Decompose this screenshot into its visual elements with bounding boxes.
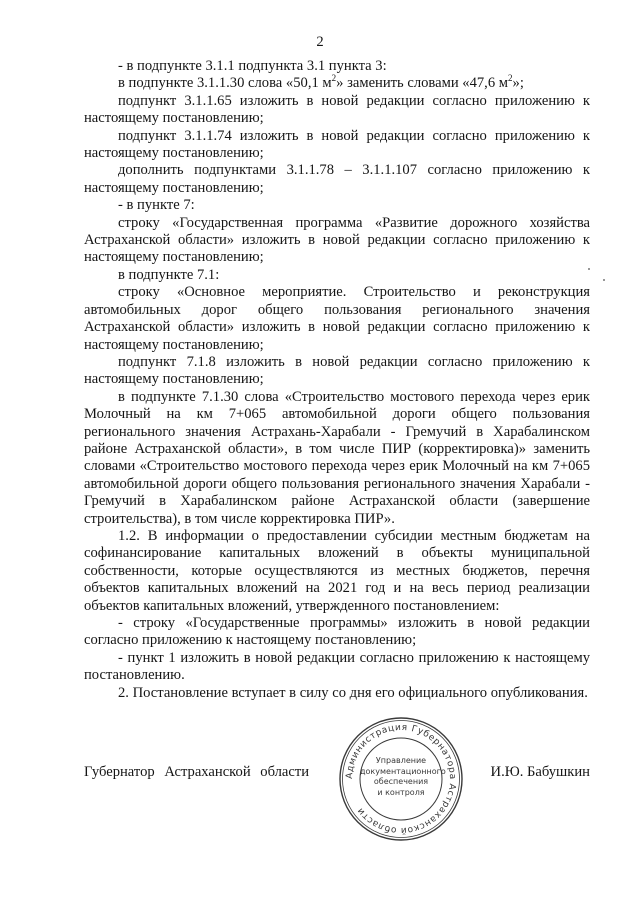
- official-stamp: [338, 716, 464, 842]
- paragraph: 2. Постановление вступает в силу со дня его официального опубликования.: [118, 684, 588, 701]
- paragraph: подпункт 3.1.1.65 изложить в новой редакции согласно приложению к настоящему постановлению;: [84, 92, 590, 127]
- signature-block: [84, 764, 590, 786]
- superscript: 2: [508, 73, 513, 84]
- superscript: 2: [331, 73, 337, 84]
- scan-speck: [588, 268, 590, 270]
- scan-speck: [603, 279, 605, 281]
- page-number: 2: [316, 34, 324, 50]
- stamp-line: и контроля: [377, 787, 425, 797]
- paragraph: - строку «Государственные программы» изложить в новой редакции согласно приложению к настоящему постановлению;: [84, 615, 590, 649]
- paragraph: строку «Основное мероприятие. Строительство и реконструкция автомобильных дорог общего пользования регионального значения Астраханской области» изложить в новой редакции согласно приложению к настоящему постановлению;: [84, 284, 590, 353]
- stamp-line: обеспечения: [373, 777, 429, 786]
- text-fragment: » заменить словами «47,6 м: [336, 75, 509, 92]
- paragraph: - в подпункте 3.1.1 подпункта 3.1 пункта 3:: [118, 58, 387, 74]
- paragraph-area-change: [84, 75, 590, 92]
- paragraph: строку «Государственная программа «Развитие дорожного хозяйства Астраханской области» изложить в новой редакции согласно приложению к настоящему постановлению;: [84, 214, 590, 266]
- paragraph: дополнить подпунктами 3.1.1.78 – 3.1.1.107 согласно приложению к настоящему постановлению;: [84, 162, 590, 196]
- signatory-name: И.Ю. Бабушкин: [490, 764, 590, 780]
- stamp-ring-text: Администрация Губернатора Астраханской области: [344, 722, 458, 836]
- paragraph: - в пункте 7:: [118, 197, 195, 214]
- signatory-position: Губернатор Астраханской области: [84, 764, 310, 780]
- text-fragment: »;: [512, 75, 524, 92]
- text-fragment: в подпункте 3.1.1.30 слова «50,1 м: [118, 75, 332, 92]
- paragraph: подпункт 7.1.8 изложить в новой редакции согласно приложению к настоящему постановлению;: [84, 353, 590, 388]
- paragraph: подпункт 3.1.1.74 изложить в новой редакции согласно приложению к настоящему постановлению;: [84, 127, 590, 162]
- stamp-line: документационного: [360, 766, 446, 776]
- paragraph: 1.2. В информации о предоставлении субсидии местным бюджетам на софинансирование капитальных вложений в объекты муниципальной собственности, которые осуществляются из местных бюджетов, перечня объектов капитальных вложений на 2021 год и на весь период реализации объектов капитальных вложений, утвержденного постановлением:: [84, 527, 590, 614]
- stamp-line: Управление: [375, 756, 427, 765]
- paragraph: - пункт 1 изложить в новой редакции согласно приложению к настоящему постановлению.: [84, 649, 590, 684]
- paragraph: в подпункте 7.1.30 слова «Строительство мостового перехода через ерик Молочный на км 7+065 автомобильной дороги общего пользования регионального значения Астрахань-Харабали - Гремучий в Харабалинском районе Астраханской области», в том числе ПИР (корректировка)» заменить словами «Строительство мостового перехода через ерик Молочный на км 7+065 автомобильной дороги общего пользования регионального значения Харабали - Гремучий в Харабалинском районе Астраханской области (завершение строительства), в том числе корректировка ПИР».: [84, 388, 590, 527]
- stamp-center-text: [360, 756, 446, 798]
- paragraph: в подпункте 7.1:: [118, 266, 220, 283]
- document-body: [84, 58, 590, 702]
